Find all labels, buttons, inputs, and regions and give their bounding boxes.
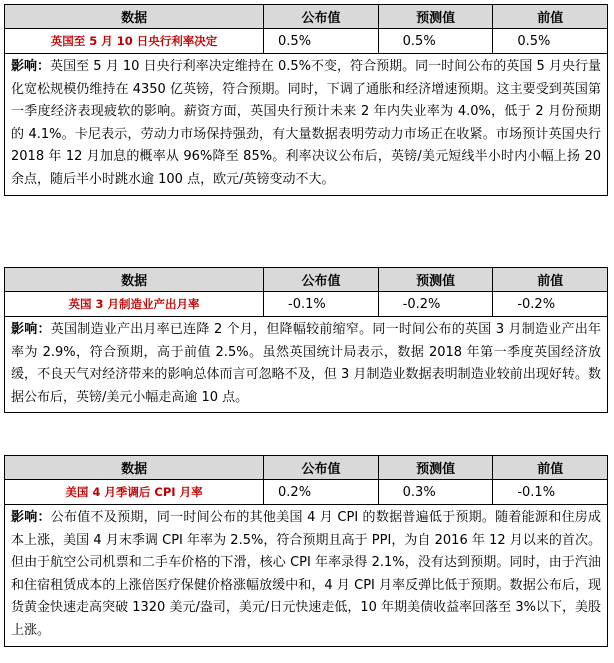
header-previous: 前值 [537,11,564,26]
table-row [5,292,607,317]
published-value: 0.2% [264,480,379,504]
header-forecast: 预测值 [379,268,494,291]
table-header-row [5,5,607,29]
table-header-row [5,456,607,480]
header-published: 公布值 [264,5,379,28]
header-name: 数据 [5,5,264,28]
header-previous: 前值 [537,274,564,289]
published-value: 0.5% [264,29,379,53]
impact-label: 影响： [11,322,51,337]
indicator-name: 英国至 5 月 10 日央行利率决定 [5,29,264,53]
impact-label: 影响： [11,59,51,74]
previous-value: -0.2% [517,296,556,312]
impact-comment [5,317,607,412]
impact-text: 英国至 5 月 10 日央行利率决定维持在 0.5%不变，符合预期。同一时间公布的英国 5 月央行量化宽松规模仍维持在 4350 亿英镑，符合预期。同时，下调了通胀和经济增速预期。这主要受到英国第一季度经济表现疲软的影响。薪资方面，英国央行预计未来 2 年内失业率为 4.0%，低于 2 月份预期的 4.1%。卡尼表示，劳动力市场保持强劲，有大量数据表明劳动力市场正在收紧。市场预计英国央行 2018 年 12 月加息的概率从 96%降至 85%。利率决议公布后，英镑/美元短线半小时内小幅上扬 20 余点，随后半小时跳水逾 100 点，欧元/英镑变动不大。 [11,59,601,187]
forecast-value: -0.2% [379,292,494,316]
impact-label: 影响： [11,510,51,525]
impact-text: 英国制造业产出月率已连降 2 个月，但降幅较前缩窄。同一时间公布的英国 3 月制造业产出年率为 2.9%，符合预期，高于前值 2.5%。虽然英国统计局表示，数据 2018 年第一季度英国经济放缓，不良天气对经济带来的影响总体而言可忽略不及，但 3 月制造业数据表明制造业较前出现好转。数据公布后，英镑/美元小幅走高逾 10 点。 [11,322,601,405]
header-forecast: 预测值 [379,456,494,479]
indicator-name: 美国 4 月季调后 CPI 月率 [5,480,264,504]
table-row [5,480,607,505]
header-forecast: 预测值 [379,5,494,28]
published-value: -0.1% [264,292,379,316]
data-block-uk-rate [4,4,608,196]
header-name: 数据 [5,456,264,479]
forecast-value: 0.3% [379,480,494,504]
previous-value: 0.5% [517,33,551,49]
header-published: 公布值 [264,456,379,479]
table-header-row [5,268,607,292]
data-block-us-cpi [4,455,608,647]
data-block-uk-manufacturing [4,267,608,413]
previous-value: -0.1% [517,484,556,500]
impact-comment [5,505,607,646]
header-previous: 前值 [537,462,564,477]
impact-comment [5,54,607,195]
impact-text: 公布值不及预期，同一时间公布的其他美国 4 月 CPI 的数据普遍低于预期。随着能源和住房成本上涨，美国 4 月末季调 CPI 年率为 2.5%，符合预期且高于 PPI，为自 2016 年 12 月以来的首次。但由于航空公司机票和二手车价格的下滑，核心 CPI 年率录得 2.1%，没有达到预期。同时，由于汽油和住宿租赁成本的上涨倍医疗保健价格涨幅放缓中和，4 月 CPI 月率反弹比低于预期。数据公布后，现货黄金快速走高突破 1320 美元/盎司，美元/日元快速走低，10 年期美债收益率回落至 3%以下，美股上涨。 [11,510,601,638]
forecast-value: 0.5% [379,29,494,53]
header-published: 公布值 [264,268,379,291]
indicator-name: 英国 3 月制造业产出月率 [5,292,264,316]
table-row [5,29,607,54]
header-name: 数据 [5,268,264,291]
